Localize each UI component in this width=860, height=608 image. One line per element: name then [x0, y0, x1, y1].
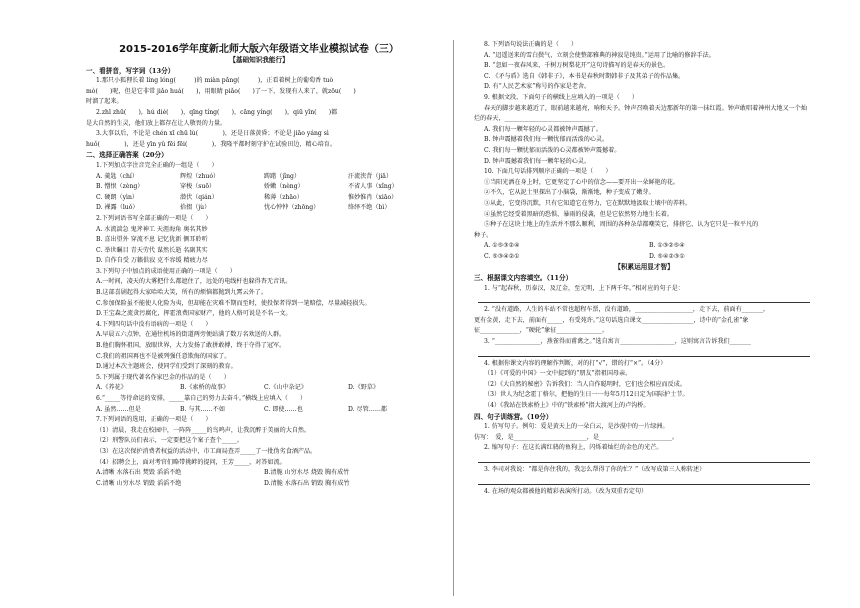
judgement-item: （3）世人为纪念霍丁格尔，把他的生日一一每年5月12日定为国际护士节。: [484, 391, 689, 399]
option: 不省人事（xǐng）: [348, 183, 398, 191]
option: B.他们胸怀祖国，放眼世界，大力发扬了敢拼敢搏，终于夺得了冠军。: [96, 342, 286, 350]
right-column: [474, 40, 814, 600]
question-line: 2. “没有道路，人生的车站不常也超程车票，没有道路，___________________，走下去，前面有_______，: [484, 306, 770, 314]
question-title: 8. 下列语句说法正确的是（ ）: [484, 41, 578, 48]
option-row: [86, 383, 432, 394]
option: C.清晰 山穷水尽 销毁 滔滔不绝: [96, 479, 182, 487]
option: B.清脆 山穷水尽 烧毁 胸有成竹: [264, 469, 350, 477]
option-row: [86, 405, 432, 416]
option: D.通过本次主题班会，使同学们受到了深刻的教育。: [96, 363, 237, 371]
question-line: 2. 缩写句子：在这长满红鸫的鱼狗上，闪烁着灿烂的金色的光芒。: [484, 444, 663, 452]
question-line: 仿写： 爱，是________________________，是________________________。: [474, 433, 679, 441]
option: D. ⑤④②③①: [649, 252, 685, 260]
option: D. 自作自受 万籁俱寂 克不容缓 精疲力尽: [96, 257, 208, 265]
option: 拾掇（jù）: [180, 204, 211, 212]
section-choice: 二、选择正确答案（20分）: [86, 151, 168, 160]
option: C. 即使……也: [264, 405, 303, 413]
question-line: 1.那只小狐狸长着 líng lóng( )的 miàn pǎng( )，正看着树上的葡萄香 tuò: [96, 77, 334, 85]
question-line: 4. 在场的观众都被他的精彩表演所打动。（改为双重否定句）: [484, 487, 648, 495]
answer-line[interactable]: [478, 348, 810, 357]
option: A. 虽然……但是: [96, 405, 141, 413]
option: B. ①③②⑤④: [649, 242, 685, 250]
exam-title: 2015-2016学年度新北师大版六年级语文毕业模拟试卷（三）: [119, 44, 399, 55]
section-pinyin: 一、看拼音，写字词（13分）: [86, 66, 175, 75]
option: A.《养花》: [96, 384, 127, 392]
option: 络绎不绝（bì）: [348, 204, 391, 212]
option-row: [474, 241, 814, 252]
question-line: ⑤种子在这块土地上的生活并不那么顺利，周围的各种杂草都嘲笑它，排挤它，认为它只是一粒平凡的: [484, 221, 759, 229]
option: C. 《矛与盾》选自《韩非子》，本书是春秋时期韩非子及其弟子的作品集。: [484, 72, 685, 80]
judgement-item: （4）《我站在铁索桥上》中的“铁索桥”指大渡河上的卢沟桥。: [484, 402, 650, 409]
question-title: 3.下列句子中加点的成语使用正确的一项是（ ）: [96, 267, 236, 275]
question-line: ①当阳光洒在身上时，它更坚定了心中的信念——要开出一朵鲜艳的花。: [484, 178, 679, 186]
option: C. 举世瞩目 青天劳代 谋然长逝 名副其实: [96, 246, 208, 254]
option: 稀薄（zhāo）: [264, 193, 303, 201]
question-line: ③从此，它变得沉默，只有它知道它在努力，它在默默地汲取土壤中的养料。: [484, 199, 692, 207]
question-line: 3.大事以后，不论是 chén xī chū lù( )，还是日落黄昏；不论是 jiāo yáng sì: [96, 130, 329, 138]
question-line: 种子。: [474, 231, 493, 239]
question-line: 4. 根据你课文内容的理解作判断，对的打“√”，错的打“×”。（4分）: [484, 359, 667, 367]
question-title: 4.下列四句话中没有语病的一项是（ ）: [96, 320, 212, 328]
question-line: 征_____________，“硬轮”象征_______________。: [474, 327, 609, 335]
question-line: huǒ( )，还是 yīn yǔ fēi fēi( )，我隆平都时刻守护在试验田边，精心培育。: [86, 140, 336, 148]
option: A. 我们每一颗年轻的心灵都被钟声震撼了。: [484, 125, 602, 133]
option: B. “忽如一夜春风来，千树万树梨花开”这句诗描写的是春天的景色。: [484, 62, 670, 70]
question-title: 2.下列词语书写全部正确的一项是（ ）: [96, 214, 212, 222]
option: A.清晰 水落石出 焚毁 滔滔不绝: [96, 469, 182, 477]
left-column: [86, 40, 432, 600]
option: 惟妙惟肖（xiāo）: [348, 193, 398, 201]
option: A. 羹匙（chí）: [96, 172, 138, 180]
option: C.《山中杂记》: [264, 384, 307, 392]
question-line: 时溜了起来。: [86, 98, 123, 106]
option-row: [86, 193, 432, 204]
answer-line[interactable]: [478, 294, 810, 303]
judgement-item: （2）《大自然的秘密》告诉我们：当人自作聪明时，它们也会相应而反成。: [484, 380, 686, 388]
question-line: （4）招聘会上，面对考官们略带挑衅的提问，王芳_____，对答如流。: [96, 458, 286, 466]
option: B.《索桥的故事》: [180, 384, 230, 392]
option-row: [86, 172, 432, 183]
question-line: 2.zhī zhū( )，hú dié( )，qīng tíng( )，cāng yíng( )，qiū yǐn( )都: [96, 108, 338, 116]
option: C.我们的祖国再也不是被列强任意欺侮的国家了。: [96, 352, 231, 360]
option: B.这部喜剧起得大家哈哈大笑，所有的烦恼都抛到九霄云外了。: [96, 289, 267, 297]
judgement-item: （1）《可爱的中国》一文中提到的“朋友”指祖国母亲。: [484, 370, 632, 378]
question-line: （1）清晨，我走在校园中，一阵阵_____的鸟鸣声，让我沉醉于美丽的大自然。: [96, 426, 311, 434]
question-line: 3. 李司对我说：“都是你住我的，我怎么帮得了你的忙？”（改写成第三人称转述）: [484, 465, 706, 473]
question-line: 3. “_______________，燕雀得而甫禽之。”选自寓言__________________，这则寓言告诉我们_______: [484, 338, 751, 346]
option: B. 喜出望外 穿流不息 记忆犹新 侧耳聆听: [96, 236, 208, 244]
section-heading-accumulation: 【积累运用显才智】: [614, 263, 674, 272]
option: D. 钟声震撼着我们每一颗年轻的心灵。: [484, 157, 591, 165]
question-line: （3）在这次保护消费者权益的活动中，市工商局查弄_____了一批伪劣食酒产品。: [96, 447, 317, 455]
option: D.《野草》: [348, 384, 379, 392]
option: C.参加保险虽不能使人化险为夷，但却能在灾难不期而至时，使投保者得到一笔赔偿，尽量减轻损失。: [96, 299, 371, 307]
option-row: [86, 203, 432, 214]
option: B. 憎恨（zèng）: [96, 183, 144, 191]
section-fill-in: 三、根据课文内容填空。（11分）: [474, 274, 573, 283]
option-row: [86, 182, 432, 193]
option: A.一时间，凌天的大雾把什么都遮住了，远处的电线杆也躲得杳无音讯。: [96, 278, 292, 286]
option: D.清脆 水落石出 销毁 胸有成竹: [264, 479, 350, 487]
option: A. ①⑤③②④: [484, 242, 520, 250]
option: D. 裸露（luǒ）: [96, 204, 139, 212]
option: A. “迢遥送来的雪白鬓气，立刻会使整部雅典的神寂是纯贵。”运用了比喻的修辞手法。: [484, 51, 715, 59]
question-line: 烂的春天，_____________________________: [474, 115, 593, 123]
question-title: 5.下列属于现代著名作家巴金的作品的是（ ）: [96, 373, 230, 381]
question-line: （2）刑警队员们表示，一定要把这个案子查个_____。: [96, 437, 244, 445]
question-title: 10. 下面几句话排列顺序正确的一项是（ ）: [484, 168, 612, 176]
question-title: 6.“_____等待命运的安排，_____靠自己的努力去奋斗。”横线上应填入（ ）: [96, 395, 307, 402]
option: C. 硬朗（yìn）: [96, 193, 139, 201]
option: A.早晨五六点钟，在通往机场的街道两旁便站满了数万名欢送的人群。: [96, 331, 286, 339]
option: D. 尽管……都: [348, 405, 388, 413]
question-line: 春天的脚步越来越近了，眼前越来越亮，响和天予。钟声召唤着天边那新年的第一抹红霞。钟声敢唱着神州大地又一个灿: [484, 104, 807, 112]
option-row: [86, 479, 432, 490]
question-line: 更有金黄，走下去，前面有_____，有受苑许。”这句话选自课文_________________，诗中的“金孔雀”象: [474, 316, 749, 324]
option: B. 钟声震撼着我们每一颗忧郁而活泼的心灵。: [484, 136, 609, 144]
answer-line[interactable]: [478, 476, 810, 485]
option: B. 与其……不如: [180, 405, 225, 413]
option: D. 有“人民艺术家”称号的作家是老舍。: [484, 83, 591, 91]
question-line: 1. 与“起春秋，历泰汉，及辽金，至元明，上下两千年。”相对应的句子是：: [484, 284, 684, 292]
question-line: ④虽然它经受着黑暗的恐惧，暴雨的侵袭，但是它依然努力地生长着。: [484, 210, 673, 218]
option: C. 我们每一颗忧郁而活泼的心灵都被钟声震撼着。: [484, 146, 621, 154]
section-sentence: 四、句子训练营。（10分）: [474, 412, 553, 421]
question-line: 是大自然的生灵，他们放上都存在让人敬畏的力量。: [86, 119, 227, 127]
question-line: ②不久，它从泥土里探出了小脑袋，渐渐地，种子变成了嫩芽。: [484, 189, 655, 197]
question-line: mò( )呢，但是它非常 jiǎo huá( )，用眼睛 piǎo( )了一下，发现有人来了，就zōu( ): [86, 87, 356, 95]
question-line: 1. 仿写句子。例句：爱是黄天上的一朵白云，是沙漠中的一片绿洲。: [484, 423, 669, 431]
option: 娇嫩（nèng）: [264, 183, 304, 191]
question-title: 9. 根据文段，下面句子的横线上应填入的一项是（ ）: [484, 93, 639, 101]
option-row: [474, 252, 814, 263]
option: 辉煌（zhuó）: [180, 172, 220, 180]
option: 穿梭（suō）: [180, 183, 216, 191]
option: 忧心忡忡（zhōng）: [264, 204, 320, 212]
column-divider: [453, 40, 454, 596]
option: D.王宝森之流贪污腐化，挥霍浪费国家财产，他的人格可说是不名一文。: [96, 310, 292, 318]
option: 汗流浃背（jiā）: [348, 172, 393, 180]
section-heading-basics: 【基础知识我能行】: [229, 56, 289, 64]
option-row: [86, 468, 432, 479]
option: C. ⑤③④②①: [484, 252, 520, 260]
question-title: 7.下列词语的选用，正确的一项是（ ）: [96, 416, 212, 424]
question-title: 1.下列加点字注音完全正确的一组是（ ）: [96, 161, 218, 169]
option: 踌躇（jǐng）: [264, 172, 301, 180]
option: A. 水流湍急 鬼斧神工 天涯海角 奥名其妙: [96, 225, 208, 233]
option: 潜伏（qián）: [180, 193, 218, 201]
answer-line[interactable]: [478, 454, 810, 463]
